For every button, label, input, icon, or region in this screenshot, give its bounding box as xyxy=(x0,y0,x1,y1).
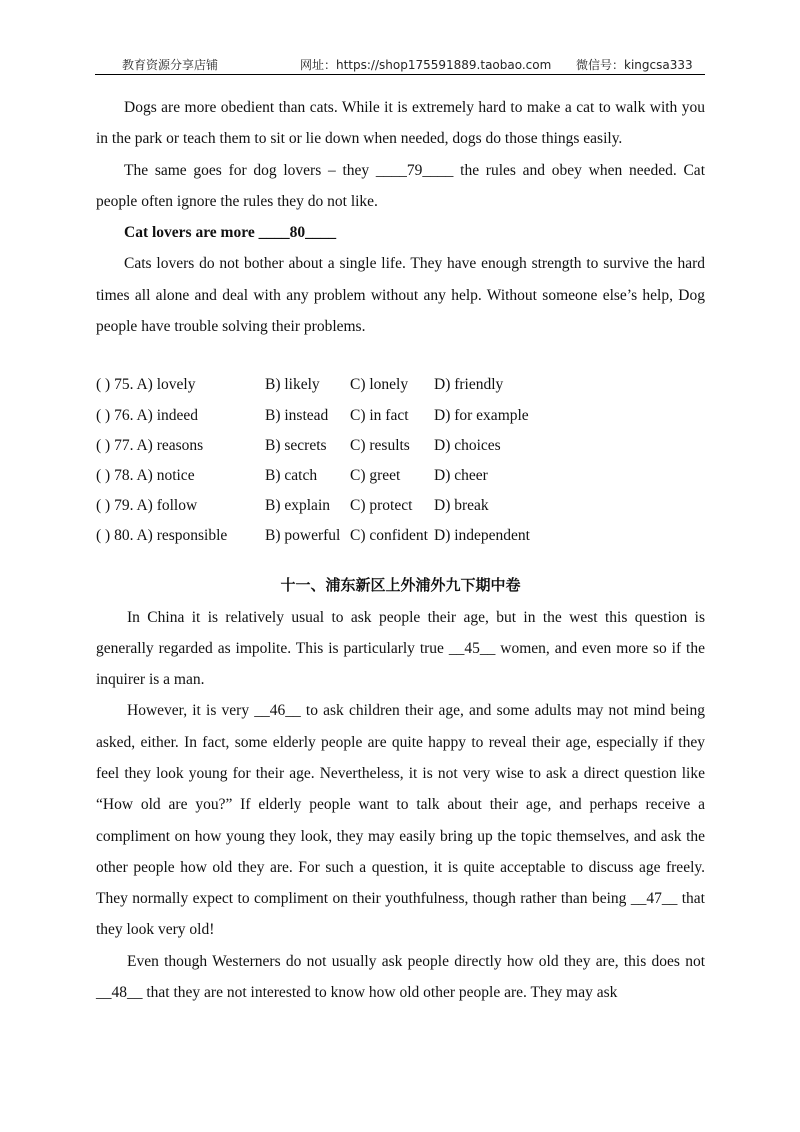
header-url: 网址：https://shop175591889.taobao.com xyxy=(300,58,552,72)
options-list xyxy=(96,370,705,551)
option-c: C) results xyxy=(350,436,410,454)
option-row xyxy=(96,431,705,461)
option-b: B) powerful xyxy=(265,527,341,545)
paragraph-age-westerners: Even though Westerners do not usually ask people directly how old they are, this does not __48__ that they are not interested to know how old other people are. They may ask xyxy=(96,952,705,1002)
option-row xyxy=(96,401,705,431)
option-d: D) choices xyxy=(434,436,501,454)
option-question: ( ) 78. A) notice xyxy=(96,466,195,484)
option-question: ( ) 75. A) lovely xyxy=(96,376,196,394)
section-title: 十一、浦东新区上外浦外九下期中卷 xyxy=(280,575,521,594)
option-b: B) likely xyxy=(265,376,320,394)
option-b: B) explain xyxy=(265,497,330,515)
subheading-cat-lovers: Cat lovers are more ____80____ xyxy=(124,224,337,242)
option-b: B) instead xyxy=(265,406,329,424)
page-header xyxy=(95,56,705,74)
option-question: ( ) 77. A) reasons xyxy=(96,436,204,454)
header-divider xyxy=(95,74,705,75)
option-question: ( ) 80. A) responsible xyxy=(96,527,228,545)
document-body xyxy=(96,92,705,1008)
option-row xyxy=(96,491,705,521)
option-d: D) break xyxy=(434,497,489,515)
option-row xyxy=(96,521,705,551)
option-c: C) greet xyxy=(350,466,401,484)
option-c: C) lonely xyxy=(350,376,409,394)
option-b: B) secrets xyxy=(265,436,327,454)
option-row xyxy=(96,370,705,400)
paragraph-dogs-obedient: Dogs are more obedient than cats. While it is extremely hard to make a cat to walk with you in the park or teach them to sit or lie down when needed, dogs do those things easily. xyxy=(96,99,705,148)
option-d: D) friendly xyxy=(434,376,504,394)
option-question: ( ) 76. A) indeed xyxy=(96,406,199,424)
option-c: C) confident xyxy=(350,527,428,545)
paragraph-dog-lovers: The same goes for dog lovers – they ____79____ the rules and obey when needed. Cat people often ignore the rules they do not like. xyxy=(96,161,705,210)
option-c: C) in fact xyxy=(350,406,409,424)
paragraph-age-china: In China it is relatively usual to ask people their age, but in the west this question is generally regarded as impolite. This is particularly true __45__ women, and even more so if the inquirer is a man. xyxy=(96,608,705,689)
option-row xyxy=(96,461,705,491)
option-d: D) independent xyxy=(434,527,530,545)
option-question: ( ) 79. A) follow xyxy=(96,497,198,515)
option-c: C) protect xyxy=(350,497,413,515)
paragraph-age-children: However, it is very __46__ to ask children their age, and some adults may not mind being asked, either. In fact, some elderly people are quite happy to reveal their age, especially if they feel they look young for their age. Nevertheless, it is not very wise to ask a direct question like “How old are you?” If elderly people want to talk about their age, and perhaps receive a compliment on how young they look, they may easily bring up the topic themselves, and ask the other people how old they are. For such a question, it is quite acceptable to discuss age freely. They normally expect to compliment on their youthfulness, though rather than being __47__ that they look very old! xyxy=(96,702,705,939)
option-b: B) catch xyxy=(265,466,318,484)
option-d: D) for example xyxy=(434,406,529,424)
paragraph-cat-lovers: Cats lovers do not bother about a single life. They have enough strength to survive the hard times all alone and deal with any problem without any help. Without someone else’s help, Dog people have trouble solving their problems. xyxy=(96,255,705,336)
option-d: D) cheer xyxy=(434,466,488,484)
header-wechat: 微信号：kingcsa333 xyxy=(576,58,693,72)
header-shop-name: 教育资源分享店铺 xyxy=(122,58,219,72)
